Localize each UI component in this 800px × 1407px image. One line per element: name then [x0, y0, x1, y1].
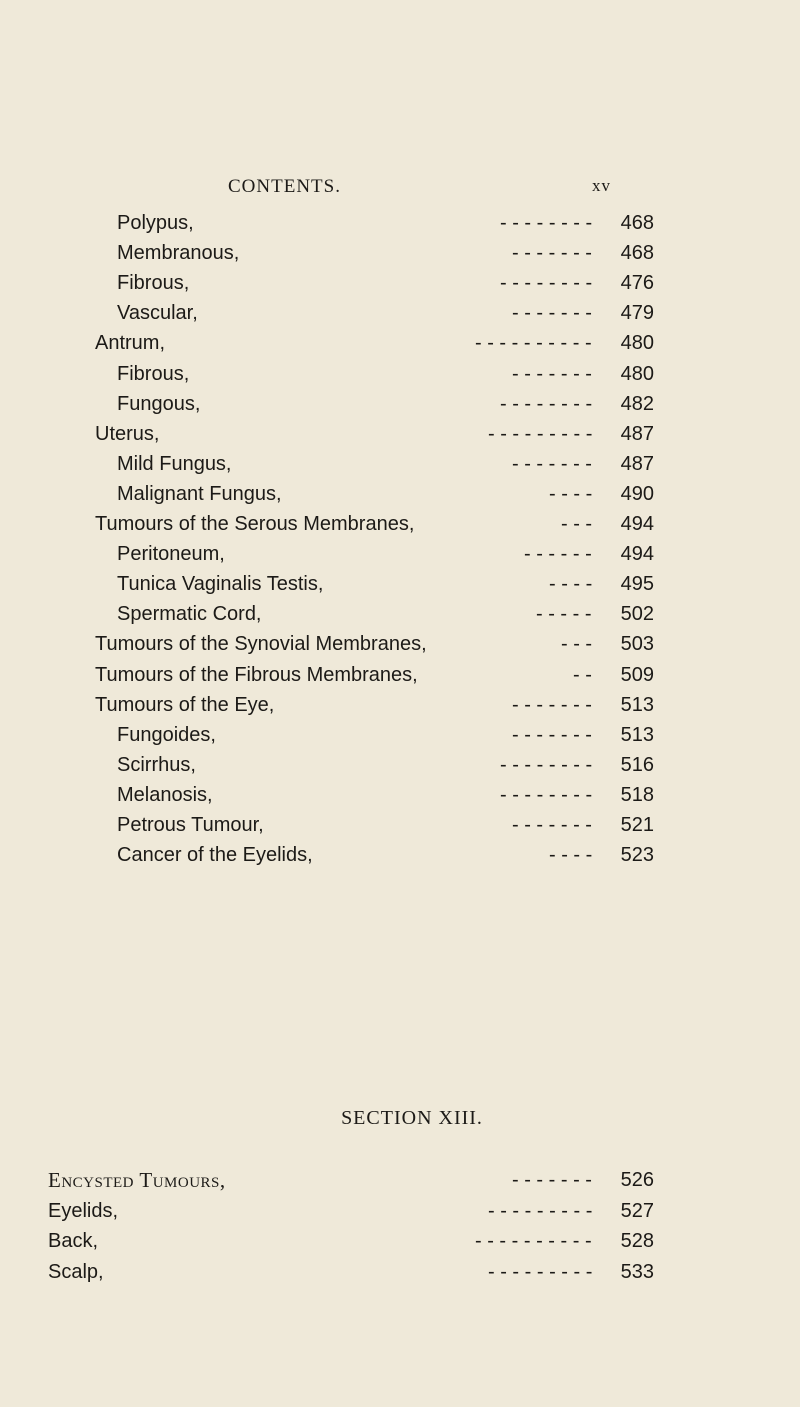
toc-entry: [117, 721, 654, 749]
toc-entry-page: 521: [620, 814, 654, 836]
running-head-page-number: xv: [592, 176, 611, 195]
toc-entry-page: 509: [620, 663, 654, 686]
toc-entry: [95, 420, 654, 448]
toc-entry-label: Uterus,: [95, 422, 160, 445]
toc-entry-leader: - - - - -: [536, 603, 592, 626]
toc-entry: [117, 390, 654, 418]
toc-entry-leader: - - - - - - - - - -: [475, 1230, 592, 1253]
toc-entry-leader: - - - - - -: [524, 543, 592, 566]
toc-entry: [117, 781, 654, 809]
running-head: [0, 176, 800, 200]
toc-entry: [95, 510, 654, 538]
toc-entry: [117, 811, 654, 839]
toc-entry-page: 468: [620, 212, 654, 234]
toc-entry-label: Cancer of the Eyelids,: [117, 844, 313, 867]
toc-entry: [117, 450, 654, 478]
section-heading-text: SECTION XIII.: [341, 1107, 483, 1129]
toc-entry-label: Petrous Tumour,: [117, 814, 264, 836]
toc-entry-label: Peritoneum,: [117, 543, 225, 566]
toc-entry-page: 479: [620, 302, 654, 325]
toc-entry-page: 487: [620, 422, 654, 445]
toc-entry-label: Tumours of the Fibrous Membranes,: [95, 663, 418, 686]
toc-entry-leader: - - - - - - - - -: [488, 1261, 593, 1284]
toc-entry-label: Mild Fungus,: [117, 452, 232, 475]
toc-entry: [117, 360, 654, 388]
running-head-title: CONTENTS.: [228, 176, 341, 197]
toc-entry-leader: - - - - - - - -: [500, 392, 593, 415]
toc-entry-page: 526: [620, 1169, 654, 1191]
toc-entry-label: Encysted Tumours,: [48, 1168, 226, 1192]
toc-entry: [117, 600, 654, 628]
toc-entry-label: Vascular,: [117, 302, 198, 325]
toc-entry-label: Fungous,: [117, 392, 201, 415]
toc-entry: [95, 661, 654, 689]
toc-entry: [117, 480, 654, 508]
toc-entry-label: Back,: [48, 1230, 99, 1253]
toc-entry: [95, 630, 654, 658]
toc-entry: [117, 540, 654, 568]
toc-entry-label: Melanosis,: [117, 783, 213, 806]
toc-entry: [48, 1197, 654, 1225]
toc-entry-label: Eyelids,: [48, 1199, 119, 1222]
toc-entry-page: 494: [620, 513, 654, 535]
toc-entry-page: 502: [620, 603, 654, 626]
toc-entry-page: 528: [620, 1230, 654, 1253]
toc-entry-leader: - - - - - - - - -: [488, 422, 593, 445]
toc-entry-leader: - - - - - - - -: [500, 753, 593, 776]
toc-entry-leader: - - - - - - - -: [500, 783, 593, 806]
toc-entry-page: 494: [620, 543, 654, 566]
toc-entry-label: Antrum,: [95, 332, 166, 355]
toc-entry-page: 523: [620, 844, 654, 867]
toc-entry: [117, 570, 654, 598]
toc-entry-leader: - - - - - - - -: [500, 212, 593, 234]
toc-entry: [117, 239, 654, 267]
toc-entry-label: Tumours of the Synovial Membranes,: [95, 633, 427, 656]
toc-entry-leader: - - - - - - -: [512, 723, 592, 746]
toc-entry-label: Spermatic Cord,: [117, 603, 262, 626]
toc-entry-page: 513: [620, 693, 654, 716]
toc-entry: [117, 269, 654, 297]
toc-entry-page: 480: [620, 362, 654, 385]
toc-entry-label: Fungoides,: [117, 723, 216, 746]
toc-entry-label: Malignant Fungus,: [117, 482, 282, 505]
toc-entry-leader: - - - - - - -: [512, 1169, 592, 1191]
toc-entry-leader: - - - -: [549, 573, 593, 596]
toc-entry: [95, 691, 654, 719]
toc-entry-page: 480: [620, 332, 654, 355]
toc-entry: [48, 1166, 654, 1194]
toc-entry-label: Membranous,: [117, 242, 240, 265]
toc-entry-label: Tunica Vaginalis Testis,: [117, 573, 324, 596]
toc-entry: [117, 299, 654, 327]
toc-entry-leader: - - -: [561, 633, 593, 656]
toc-entry-leader: - - - - - - -: [512, 452, 592, 475]
toc-entry-page: 487: [620, 452, 654, 475]
toc-entry-label: Fibrous,: [117, 362, 190, 385]
toc-entry-page: 490: [620, 482, 654, 505]
toc-entry-page: 518: [620, 783, 654, 806]
toc-entry-leader: - - - - - - -: [512, 242, 592, 265]
toc-entry-label: Scalp,: [48, 1261, 104, 1284]
toc-entry-label: Fibrous,: [117, 272, 190, 295]
toc-entry-page: 503: [620, 633, 654, 656]
toc-entry-page: 516: [620, 753, 654, 776]
toc-entry-page: 533: [620, 1261, 654, 1284]
toc-entry: [48, 1258, 654, 1286]
section-heading: [0, 1107, 800, 1130]
toc-entry-leader: - - - - - - -: [512, 693, 592, 716]
toc-entry-label: Tumours of the Eye,: [95, 693, 275, 716]
toc-entry: [117, 841, 654, 869]
toc-entry: [117, 751, 654, 779]
toc-entry-page: 527: [620, 1199, 654, 1222]
toc-entry-leader: - - -: [561, 513, 593, 535]
toc-entry: [48, 1227, 654, 1255]
toc-entry-page: 482: [620, 392, 654, 415]
toc-entry-leader: - - - - - - -: [512, 362, 592, 385]
toc-entry-leader: - - - - - - - -: [500, 272, 593, 295]
toc-entry-page: 513: [620, 723, 654, 746]
toc-entry-leader: - - - -: [549, 844, 593, 867]
toc-entry-leader: - - - - - - -: [512, 302, 592, 325]
toc-entry-leader: - -: [573, 663, 592, 686]
toc-entry-page: 495: [620, 573, 654, 596]
toc-entry-label: Polypus,: [117, 212, 194, 234]
toc-entry-label: Scirrhus,: [117, 753, 196, 776]
toc-entry-label: Tumours of the Serous Membranes,: [95, 513, 415, 535]
toc-entry-leader: - - - - - - -: [512, 814, 592, 836]
toc-entry-leader: - - - - - - - - -: [488, 1199, 593, 1222]
toc-entry-leader: - - - - - - - - - -: [475, 332, 592, 355]
toc-entry-page: 468: [620, 242, 654, 265]
toc-entry: [95, 329, 654, 357]
toc-entry-leader: - - - -: [549, 482, 593, 505]
toc-entry-page: 476: [620, 272, 654, 295]
toc-entry: [117, 209, 654, 237]
